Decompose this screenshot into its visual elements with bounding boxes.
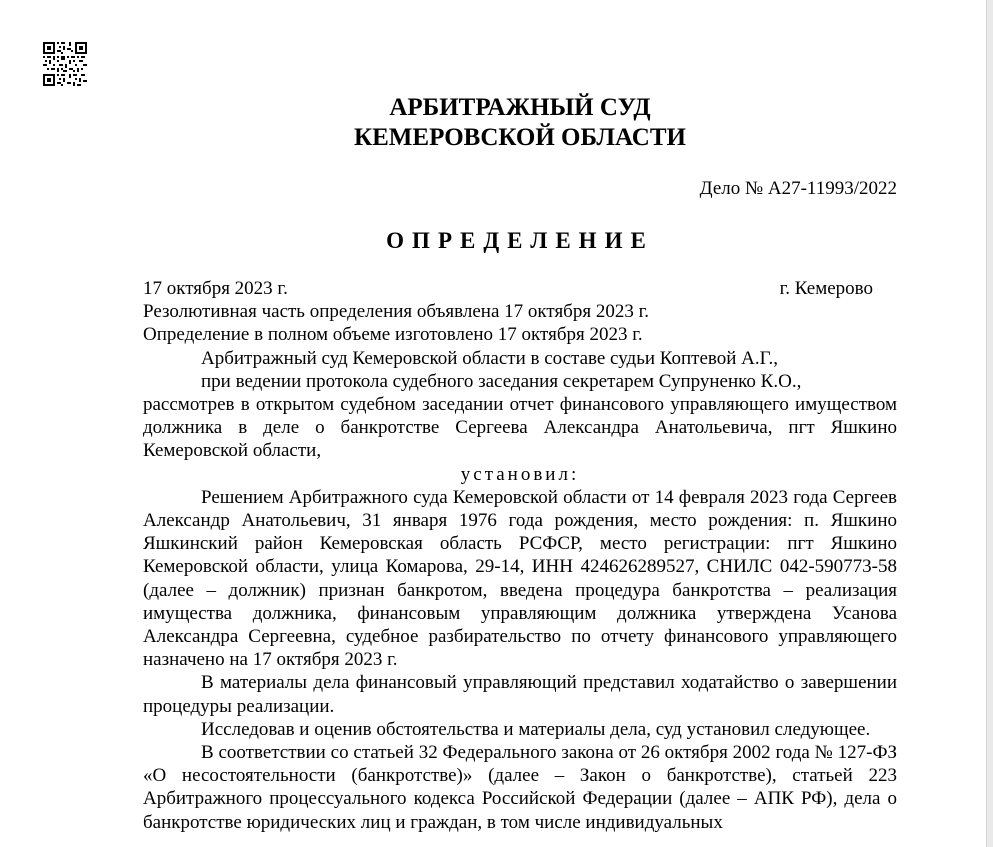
court-composition-line: Арбитражный суд Кемеровской области в составе судьи Коптевой А.Г., xyxy=(201,347,778,369)
case-number: Дело № А27-11993/2022 xyxy=(699,178,897,199)
paragraph-decision: Решением Арбитражного суда Кемеровской области от 14 февраля 2023 года Сергеев Александр Анатольевич, 31 января 1976 года рождения, место рождения: п. Яшкино Яшкинский район Кемеровская область РСФСР, место регистрации: пгт Яшкино Кемеровской области, улица Комарова, 29-14, ИНН 424626289527, СНИЛС 042-590773-58 (далее – должник) признан банкротом, введена процедура банкротства – реализация имущества должника, финансовым управляющим должника утверждена Усанова Александра Сергеевна, судебное разбирательство по отчету финансового управляющего назначено на 17 октября 2023 г. xyxy=(143,486,897,671)
considering-paragraph: рассмотрев в открытом судебном заседании отчет финансового управляющего имуществом должника в деле о банкротстве Сергеева Александра Анатольевича, пгт Яшкино Кемеровской области, xyxy=(143,394,897,462)
established-heading: установил: xyxy=(460,463,580,485)
court-title-line-2: КЕМЕРОВСКОЙ ОБЛАСТИ xyxy=(354,124,686,151)
qr-code xyxy=(43,42,87,86)
secretary-line: при ведении протокола судебного заседания секретарем Супруненко К.О., xyxy=(201,370,802,392)
date-city-row xyxy=(143,277,897,300)
paragraph-examination: Исследовав и оценив обстоятельства и материалы дела, суд установил следующее. xyxy=(201,718,871,740)
full-text-prepared-line: Определение в полном объеме изготовлено 17 октября 2023 г. xyxy=(143,324,643,346)
court-title-line-1: АРБИТРАЖНЫЙ СУД xyxy=(389,94,651,121)
document-date: 17 октября 2023 г. xyxy=(143,278,288,299)
document-type-heading: ОПРЕДЕЛЕНИЕ xyxy=(386,228,654,253)
paragraph-law-reference: В соответствии со статьей 32 Федерального закона от 26 октября 2002 года № 127-ФЗ «О несостоятельности (банкротстве)» (далее – Закон о банкротстве), статьей 223 Арбитражного процессуального кодекса Российской Федерации (далее – АПК РФ), дела о банкротстве юридических лиц и граждан, в том числе индивидуальных xyxy=(143,742,897,833)
document-city: г. Кемерово xyxy=(779,278,873,299)
court-title xyxy=(143,93,897,153)
viewer-right-edge xyxy=(986,0,993,847)
paragraph-motion: В материалы дела финансовый управляющий представил ходатайство о завершении процедуры реализации. xyxy=(143,672,897,717)
resolution-announced-line: Резолютивная часть определения объявлена 17 октября 2023 г. xyxy=(143,301,649,323)
document-body xyxy=(143,277,897,834)
